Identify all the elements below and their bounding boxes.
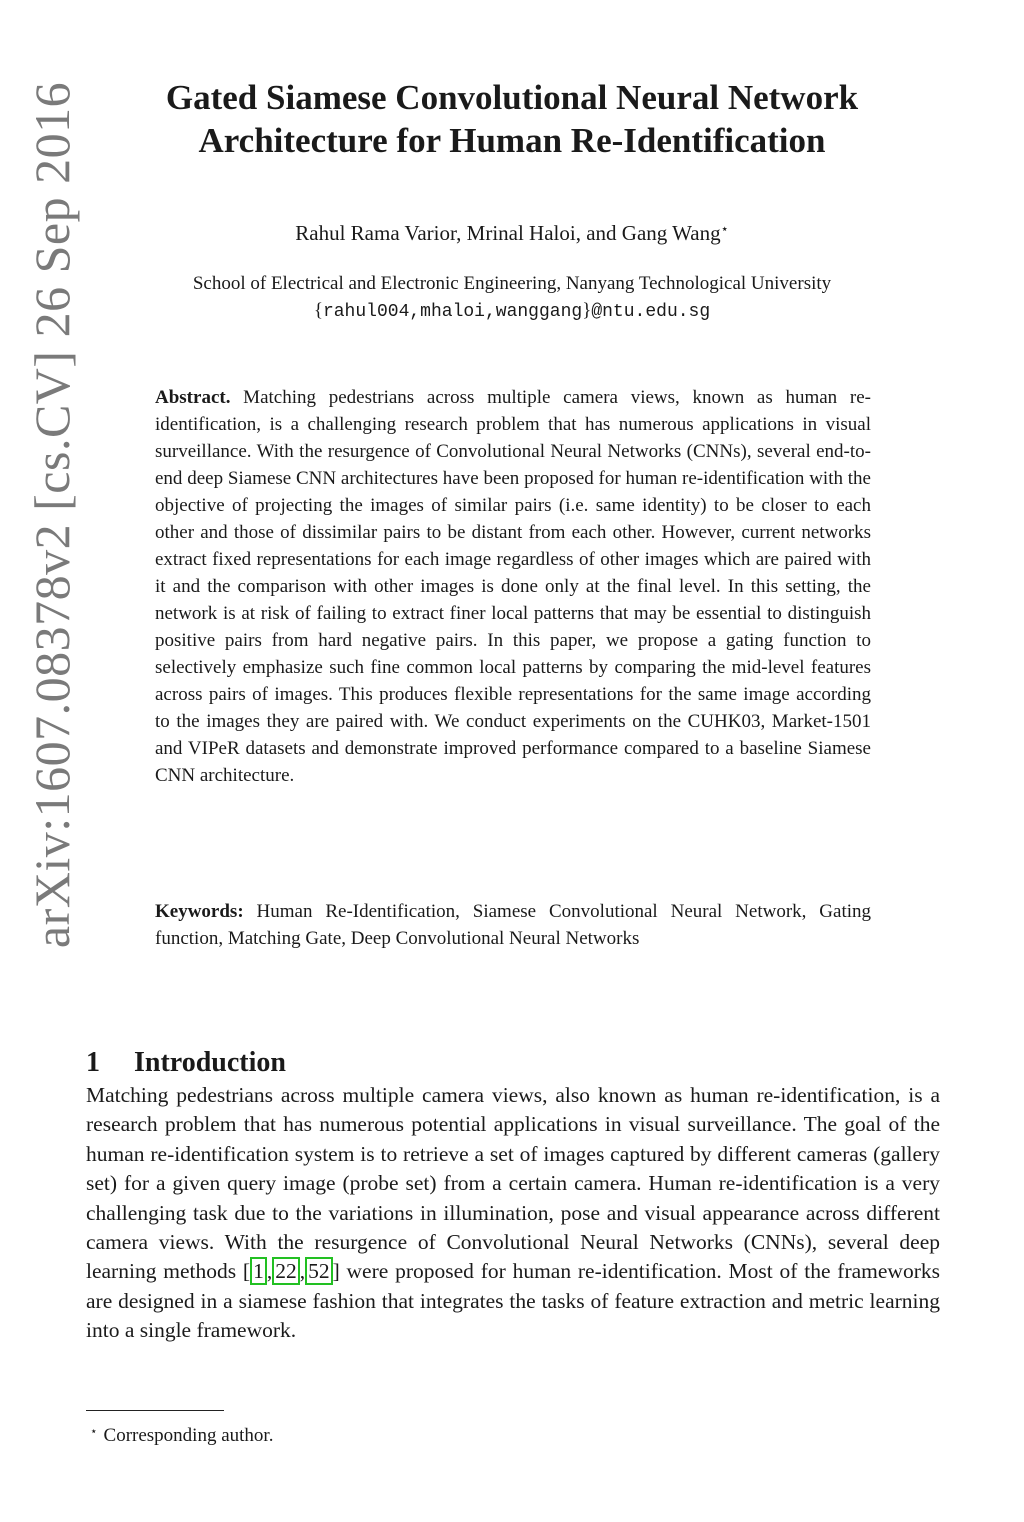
- footnote-rule: [86, 1410, 224, 1411]
- author-emails[interactable]: [90, 298, 934, 325]
- email-brace-close: }: [582, 300, 592, 321]
- section-number: 1: [86, 1047, 100, 1079]
- footnote: [90, 1418, 273, 1449]
- corresponding-author-mark: ⋆: [720, 221, 729, 236]
- title-line-1: Gated Siamese Convolutional Neural Network: [165, 78, 859, 117]
- abstract-label: Abstract.: [155, 387, 231, 408]
- citation-link-22[interactable]: 22: [272, 1257, 300, 1285]
- section-title: Introduction: [134, 1047, 286, 1079]
- footnote-text: Corresponding author.: [103, 1425, 274, 1446]
- introduction-paragraph: [86, 1081, 940, 1346]
- footnote-mark: ⋆: [90, 1424, 98, 1438]
- citation-link-52[interactable]: 52: [305, 1257, 333, 1285]
- section-heading-introduction: [86, 1045, 286, 1081]
- email-brace-open: {: [313, 300, 323, 321]
- paper-title: [90, 76, 934, 162]
- abstract-text: Matching pedestrians across multiple camera views, known as human re-identification, is a challenging research problem that has numerous applications in visual surveillance. With the resurgence of Convolutional Neural Networks (CNNs), several end-to-end deep Siamese CNN architectures have been proposed for human re-identification with the objective of projecting the images of similar pairs (i.e. same identity) to be closer to each other and those of dissimilar pairs to be distant from each other. However, current networks extract fixed representations for each image regardless of other images which are paired with it and the comparison with other images is done only at the final level. In this setting, the network is at risk of failing to extract finer local patterns that may be essential to distinguish positive pairs from hard negative pairs. In this paper, we propose a gating function to selectively emphasize such fine common local patterns by comparing the mid-level features across pairs of images. This produces flexible representations for the same image according to the images they are paired with. We conduct experiments on the CUHK03, Market-1501 and VIPeR datasets and demonstrate improved performance compared to a baseline Siamese CNN architecture.: [155, 387, 871, 786]
- email-domain: @ntu.edu.sg: [591, 302, 711, 322]
- cite-separator-2: ,: [299, 1259, 306, 1284]
- citation-link-1[interactable]: 1: [250, 1257, 267, 1285]
- title-line-2: Architecture for Human Re-Identification: [198, 121, 826, 160]
- keywords: [155, 898, 871, 952]
- cite-bracket-open: [: [242, 1259, 251, 1284]
- cite-bracket-close: ]: [332, 1259, 340, 1284]
- abstract: [155, 384, 871, 789]
- affiliation: School of Electrical and Electronic Engineering, Nanyang Technological University: [192, 273, 832, 294]
- keywords-text: Human Re-Identification, Siamese Convolutional Neural Network, Gating function, Matching Gate, Deep Convolutional Neural Networks: [155, 901, 872, 949]
- intro-text-before: Matching pedestrians across multiple camera views, also known as human re-identification, is a research problem that has numerous potential applications in visual surveillance. The goal of the human re-identification system is to retrieve a set of images captured by different cameras (gallery set) for a given query image (probe set) from a certain camera. Human re-identification is a very challenging task due to the variations in illumination, pose and visual appearance across different camera views. With the resurgence of Convolutional Neural Networks (CNNs), several deep learning methods: [86, 1083, 940, 1284]
- arxiv-identifier[interactable]: arXiv:1607.08378v2 [cs.CV] 26 Sep 2016: [24, 81, 80, 949]
- author-names: Rahul Rama Varior, Mrinal Haloi, and Gang Wang: [295, 221, 721, 245]
- author-list: [90, 216, 934, 246]
- keywords-label: Keywords:: [155, 901, 244, 922]
- cite-separator-1: ,: [266, 1259, 273, 1284]
- email-handles: rahul004,mhaloi,wanggang: [322, 302, 583, 322]
- intro-text-after: were proposed for human re-identification. Most of the frameworks are designed in a siamese fashion that integrates the tasks of feature extraction and metric learning into a single framework.: [86, 1259, 940, 1343]
